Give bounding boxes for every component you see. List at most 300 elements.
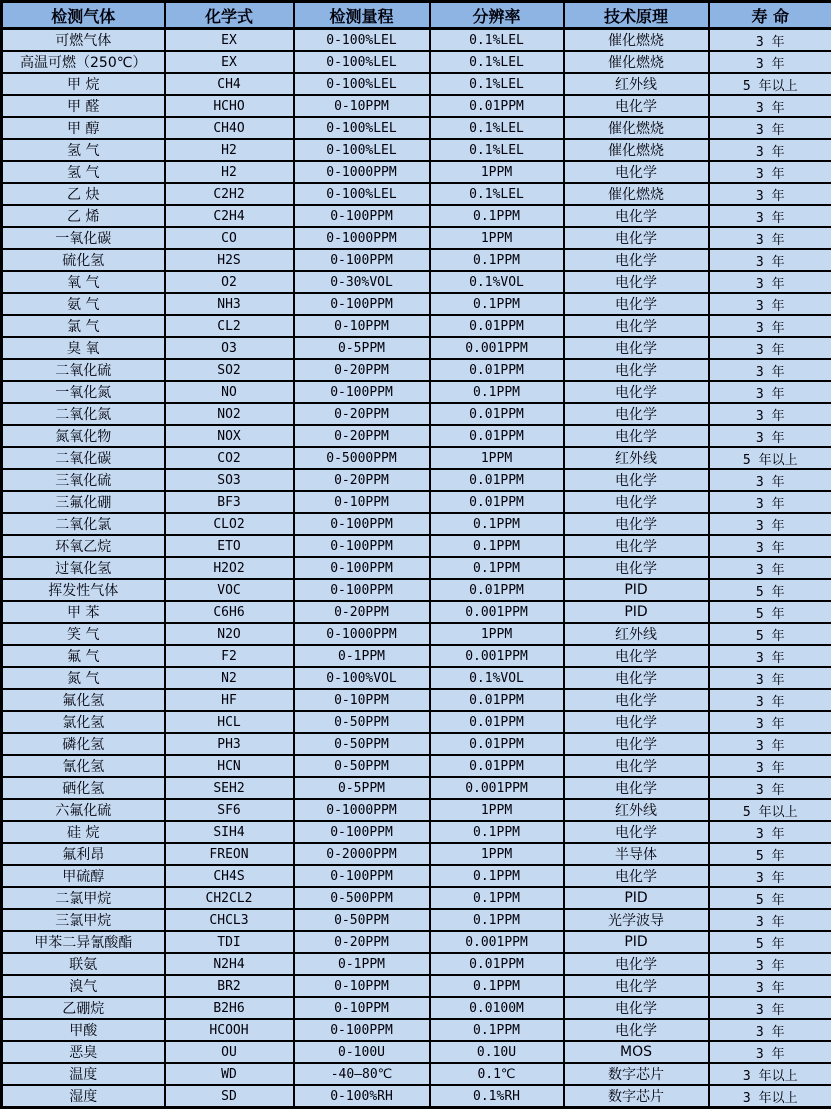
cell-resolution: 0.001PPM bbox=[430, 601, 564, 623]
table-row bbox=[2, 139, 831, 161]
cell-principle: PID bbox=[564, 887, 709, 909]
cell-range: 0-100PPM bbox=[294, 205, 430, 227]
cell-formula: OU bbox=[165, 1041, 294, 1063]
table-row bbox=[2, 117, 831, 139]
cell-range: 0-100U bbox=[294, 1041, 430, 1063]
cell-gas: 笑 气 bbox=[2, 623, 165, 645]
cell-formula: WD bbox=[165, 1063, 294, 1085]
cell-range: 0-100PPM bbox=[294, 579, 430, 601]
cell-gas: 二氧化氯 bbox=[2, 513, 165, 535]
cell-gas: 甲 醛 bbox=[2, 95, 165, 117]
cell-gas: 氨 气 bbox=[2, 293, 165, 315]
cell-gas: 二氧化碳 bbox=[2, 447, 165, 469]
cell-gas: 二氧化硫 bbox=[2, 359, 165, 381]
cell-resolution: 0.1PPM bbox=[430, 909, 564, 931]
table-row bbox=[2, 975, 831, 997]
cell-range: 0-20PPM bbox=[294, 403, 430, 425]
cell-principle: 电化学 bbox=[564, 645, 709, 667]
cell-formula: VOC bbox=[165, 579, 294, 601]
cell-resolution: 0.01PPM bbox=[430, 425, 564, 447]
table-row bbox=[2, 205, 831, 227]
cell-formula: CL2 bbox=[165, 315, 294, 337]
cell-formula: CH4S bbox=[165, 865, 294, 887]
cell-lifespan: 3 年 bbox=[709, 249, 831, 271]
cell-gas: 硅 烷 bbox=[2, 821, 165, 843]
cell-resolution: 1PPM bbox=[430, 799, 564, 821]
cell-principle: 电化学 bbox=[564, 227, 709, 249]
cell-lifespan: 5 年以上 bbox=[709, 799, 831, 821]
cell-lifespan: 3 年 bbox=[709, 205, 831, 227]
cell-formula: CO2 bbox=[165, 447, 294, 469]
cell-resolution: 0.001PPM bbox=[430, 777, 564, 799]
cell-formula: HCHO bbox=[165, 95, 294, 117]
cell-range: 0-10PPM bbox=[294, 997, 430, 1019]
cell-range: 0-5PPM bbox=[294, 337, 430, 359]
table-row bbox=[2, 623, 831, 645]
table-row bbox=[2, 601, 831, 623]
cell-resolution: 0.1PPM bbox=[430, 381, 564, 403]
cell-lifespan: 3 年 bbox=[709, 183, 831, 205]
cell-resolution: 0.1PPM bbox=[430, 513, 564, 535]
table-row bbox=[2, 469, 831, 491]
cell-lifespan: 5 年 bbox=[709, 887, 831, 909]
table-row bbox=[2, 1085, 831, 1108]
cell-resolution: 0.01PPM bbox=[430, 315, 564, 337]
cell-formula: FREON bbox=[165, 843, 294, 865]
cell-range: -40—80℃ bbox=[294, 1063, 430, 1085]
cell-resolution: 1PPM bbox=[430, 447, 564, 469]
cell-principle: 电化学 bbox=[564, 271, 709, 293]
cell-resolution: 0.1PPM bbox=[430, 293, 564, 315]
cell-lifespan: 3 年 bbox=[709, 381, 831, 403]
cell-lifespan: 3 年 bbox=[709, 975, 831, 997]
column-header-principle: 技术原理 bbox=[564, 2, 709, 29]
cell-range: 0-1PPM bbox=[294, 645, 430, 667]
cell-principle: 催化燃烧 bbox=[564, 29, 709, 52]
cell-formula: C2H4 bbox=[165, 205, 294, 227]
cell-gas: 联氨 bbox=[2, 953, 165, 975]
table-row bbox=[2, 403, 831, 425]
cell-principle: 红外线 bbox=[564, 73, 709, 95]
cell-range: 0-20PPM bbox=[294, 425, 430, 447]
column-header-resolution: 分辨率 bbox=[430, 2, 564, 29]
cell-formula: H2 bbox=[165, 161, 294, 183]
cell-range: 0-5000PPM bbox=[294, 447, 430, 469]
cell-lifespan: 3 年 bbox=[709, 777, 831, 799]
cell-gas: 可燃气体 bbox=[2, 29, 165, 52]
table-row bbox=[2, 865, 831, 887]
cell-lifespan: 3 年 bbox=[709, 469, 831, 491]
cell-lifespan: 3 年 bbox=[709, 535, 831, 557]
cell-gas: 过氧化氢 bbox=[2, 557, 165, 579]
cell-principle: 红外线 bbox=[564, 799, 709, 821]
table-row bbox=[2, 337, 831, 359]
cell-lifespan: 3 年 bbox=[709, 139, 831, 161]
cell-range: 0-100PPM bbox=[294, 513, 430, 535]
cell-principle: 电化学 bbox=[564, 689, 709, 711]
cell-formula: O2 bbox=[165, 271, 294, 293]
cell-lifespan: 3 年 bbox=[709, 1019, 831, 1041]
cell-lifespan: 3 年 bbox=[709, 51, 831, 73]
cell-formula: B2H6 bbox=[165, 997, 294, 1019]
cell-range: 0-30%VOL bbox=[294, 271, 430, 293]
cell-resolution: 0.1%LEL bbox=[430, 117, 564, 139]
cell-resolution: 0.01PPM bbox=[430, 755, 564, 777]
cell-lifespan: 3 年 bbox=[709, 117, 831, 139]
cell-principle: 半导体 bbox=[564, 843, 709, 865]
cell-range: 0-50PPM bbox=[294, 909, 430, 931]
cell-lifespan: 3 年以上 bbox=[709, 1063, 831, 1085]
cell-resolution: 0.1PPM bbox=[430, 535, 564, 557]
cell-principle: 电化学 bbox=[564, 865, 709, 887]
cell-range: 0-1PPM bbox=[294, 953, 430, 975]
cell-lifespan: 3 年 bbox=[709, 865, 831, 887]
cell-principle: 数字芯片 bbox=[564, 1063, 709, 1085]
cell-resolution: 1PPM bbox=[430, 843, 564, 865]
cell-principle: 电化学 bbox=[564, 95, 709, 117]
cell-principle: 电化学 bbox=[564, 403, 709, 425]
table-row bbox=[2, 227, 831, 249]
cell-lifespan: 3 年 bbox=[709, 909, 831, 931]
cell-principle: 电化学 bbox=[564, 733, 709, 755]
cell-formula: H2 bbox=[165, 139, 294, 161]
cell-range: 0-50PPM bbox=[294, 733, 430, 755]
cell-principle: 电化学 bbox=[564, 469, 709, 491]
cell-principle: 电化学 bbox=[564, 821, 709, 843]
cell-formula: HCOOH bbox=[165, 1019, 294, 1041]
cell-lifespan: 5 年以上 bbox=[709, 73, 831, 95]
cell-formula: EX bbox=[165, 51, 294, 73]
cell-formula: TDI bbox=[165, 931, 294, 953]
cell-range: 0-20PPM bbox=[294, 469, 430, 491]
cell-lifespan: 3 年 bbox=[709, 557, 831, 579]
cell-formula: ETO bbox=[165, 535, 294, 557]
cell-range: 0-100PPM bbox=[294, 293, 430, 315]
cell-formula: N2 bbox=[165, 667, 294, 689]
cell-gas: 氮 气 bbox=[2, 667, 165, 689]
cell-lifespan: 3 年 bbox=[709, 733, 831, 755]
cell-range: 0-1000PPM bbox=[294, 623, 430, 645]
cell-formula: EX bbox=[165, 29, 294, 52]
table-row bbox=[2, 579, 831, 601]
cell-resolution: 0.01PPM bbox=[430, 491, 564, 513]
cell-formula: HF bbox=[165, 689, 294, 711]
cell-resolution: 0.1%LEL bbox=[430, 139, 564, 161]
cell-range: 0-100PPM bbox=[294, 1019, 430, 1041]
cell-formula: NOX bbox=[165, 425, 294, 447]
table-row bbox=[2, 909, 831, 931]
table-row bbox=[2, 535, 831, 557]
cell-gas: 氯化氢 bbox=[2, 711, 165, 733]
cell-resolution: 0.01PPM bbox=[430, 95, 564, 117]
cell-gas: 三氧化硫 bbox=[2, 469, 165, 491]
cell-gas: 高温可燃（250℃） bbox=[2, 51, 165, 73]
table-row bbox=[2, 755, 831, 777]
cell-range: 0-100PPM bbox=[294, 249, 430, 271]
cell-gas: 湿度 bbox=[2, 1085, 165, 1108]
cell-lifespan: 5 年 bbox=[709, 843, 831, 865]
cell-principle: 电化学 bbox=[564, 249, 709, 271]
table-row bbox=[2, 491, 831, 513]
header-row bbox=[2, 2, 831, 29]
cell-formula: N2O bbox=[165, 623, 294, 645]
cell-range: 0-2000PPM bbox=[294, 843, 430, 865]
cell-resolution: 0.01PPM bbox=[430, 733, 564, 755]
table-row bbox=[2, 843, 831, 865]
cell-formula: SIH4 bbox=[165, 821, 294, 843]
cell-resolution: 0.1%LEL bbox=[430, 73, 564, 95]
cell-gas: 二氯甲烷 bbox=[2, 887, 165, 909]
column-header-formula: 化学式 bbox=[165, 2, 294, 29]
cell-resolution: 0.1PPM bbox=[430, 887, 564, 909]
cell-resolution: 0.1℃ bbox=[430, 1063, 564, 1085]
table-row bbox=[2, 51, 831, 73]
cell-gas: 甲 烷 bbox=[2, 73, 165, 95]
cell-formula: BR2 bbox=[165, 975, 294, 997]
cell-gas: 环氧乙烷 bbox=[2, 535, 165, 557]
cell-resolution: 0.01PPM bbox=[430, 953, 564, 975]
cell-gas: 氧 气 bbox=[2, 271, 165, 293]
cell-gas: 三氯甲烷 bbox=[2, 909, 165, 931]
cell-gas: 乙 炔 bbox=[2, 183, 165, 205]
cell-range: 0-100%LEL bbox=[294, 73, 430, 95]
cell-formula: H2O2 bbox=[165, 557, 294, 579]
cell-lifespan: 3 年以上 bbox=[709, 1085, 831, 1108]
cell-principle: 电化学 bbox=[564, 667, 709, 689]
table-row bbox=[2, 953, 831, 975]
table-row bbox=[2, 249, 831, 271]
cell-formula: H2S bbox=[165, 249, 294, 271]
cell-gas: 一氧化碳 bbox=[2, 227, 165, 249]
table-row bbox=[2, 667, 831, 689]
table-row bbox=[2, 73, 831, 95]
cell-lifespan: 3 年 bbox=[709, 425, 831, 447]
cell-formula: SEH2 bbox=[165, 777, 294, 799]
cell-principle: PID bbox=[564, 601, 709, 623]
cell-principle: 电化学 bbox=[564, 337, 709, 359]
cell-gas: 甲 醇 bbox=[2, 117, 165, 139]
cell-range: 0-10PPM bbox=[294, 975, 430, 997]
cell-resolution: 0.1%RH bbox=[430, 1085, 564, 1108]
table-row bbox=[2, 161, 831, 183]
table-row bbox=[2, 689, 831, 711]
table-row bbox=[2, 1041, 831, 1063]
cell-principle: 电化学 bbox=[564, 711, 709, 733]
table-row bbox=[2, 1019, 831, 1041]
cell-range: 0-100%LEL bbox=[294, 29, 430, 52]
column-header-range: 检测量程 bbox=[294, 2, 430, 29]
table-row bbox=[2, 997, 831, 1019]
cell-formula: N2H4 bbox=[165, 953, 294, 975]
cell-resolution: 0.1PPM bbox=[430, 975, 564, 997]
cell-formula: SO2 bbox=[165, 359, 294, 381]
cell-resolution: 1PPM bbox=[430, 623, 564, 645]
table-body bbox=[2, 29, 831, 1108]
cell-gas: 恶臭 bbox=[2, 1041, 165, 1063]
table-header bbox=[2, 2, 831, 29]
cell-formula: CH4O bbox=[165, 117, 294, 139]
cell-gas: 硫化氢 bbox=[2, 249, 165, 271]
cell-principle: 光学波导 bbox=[564, 909, 709, 931]
cell-resolution: 1PPM bbox=[430, 161, 564, 183]
cell-lifespan: 5 年 bbox=[709, 601, 831, 623]
cell-resolution: 0.1%VOL bbox=[430, 667, 564, 689]
cell-range: 0-100%LEL bbox=[294, 117, 430, 139]
cell-principle: PID bbox=[564, 579, 709, 601]
cell-formula: C6H6 bbox=[165, 601, 294, 623]
table-row bbox=[2, 271, 831, 293]
cell-formula: CO bbox=[165, 227, 294, 249]
cell-principle: 红外线 bbox=[564, 623, 709, 645]
cell-resolution: 0.01PPM bbox=[430, 359, 564, 381]
cell-resolution: 0.001PPM bbox=[430, 645, 564, 667]
cell-lifespan: 3 年 bbox=[709, 359, 831, 381]
cell-range: 0-100PPM bbox=[294, 557, 430, 579]
cell-formula: HCL bbox=[165, 711, 294, 733]
cell-range: 0-100PPM bbox=[294, 535, 430, 557]
table-row bbox=[2, 733, 831, 755]
cell-principle: 电化学 bbox=[564, 491, 709, 513]
cell-lifespan: 3 年 bbox=[709, 755, 831, 777]
cell-range: 0-20PPM bbox=[294, 601, 430, 623]
cell-principle: 电化学 bbox=[564, 205, 709, 227]
cell-lifespan: 3 年 bbox=[709, 821, 831, 843]
cell-resolution: 0.1PPM bbox=[430, 1019, 564, 1041]
cell-range: 0-10PPM bbox=[294, 689, 430, 711]
cell-gas: 溴气 bbox=[2, 975, 165, 997]
cell-gas: 氮氧化物 bbox=[2, 425, 165, 447]
table-row bbox=[2, 95, 831, 117]
cell-range: 0-100PPM bbox=[294, 381, 430, 403]
table-row bbox=[2, 513, 831, 535]
cell-principle: 电化学 bbox=[564, 1019, 709, 1041]
cell-gas: 氢 气 bbox=[2, 161, 165, 183]
table-row bbox=[2, 557, 831, 579]
cell-resolution: 0.1PPM bbox=[430, 557, 564, 579]
cell-range: 0-20PPM bbox=[294, 931, 430, 953]
cell-range: 0-100%LEL bbox=[294, 139, 430, 161]
cell-principle: 红外线 bbox=[564, 447, 709, 469]
cell-resolution: 0.01PPM bbox=[430, 711, 564, 733]
cell-formula: CLO2 bbox=[165, 513, 294, 535]
table-row bbox=[2, 425, 831, 447]
cell-gas: 氟化氢 bbox=[2, 689, 165, 711]
cell-formula: F2 bbox=[165, 645, 294, 667]
cell-range: 0-100PPM bbox=[294, 865, 430, 887]
cell-gas: 氢 气 bbox=[2, 139, 165, 161]
cell-formula: CH4 bbox=[165, 73, 294, 95]
cell-principle: 电化学 bbox=[564, 293, 709, 315]
cell-resolution: 0.1PPM bbox=[430, 249, 564, 271]
cell-formula: NH3 bbox=[165, 293, 294, 315]
cell-formula: BF3 bbox=[165, 491, 294, 513]
cell-lifespan: 3 年 bbox=[709, 95, 831, 117]
cell-range: 0-1000PPM bbox=[294, 799, 430, 821]
cell-gas: 乙硼烷 bbox=[2, 997, 165, 1019]
cell-principle: 数字芯片 bbox=[564, 1085, 709, 1108]
cell-principle: 电化学 bbox=[564, 557, 709, 579]
cell-lifespan: 3 年 bbox=[709, 1041, 831, 1063]
cell-range: 0-10PPM bbox=[294, 491, 430, 513]
cell-principle: 电化学 bbox=[564, 535, 709, 557]
cell-lifespan: 3 年 bbox=[709, 711, 831, 733]
cell-lifespan: 3 年 bbox=[709, 29, 831, 52]
table-row bbox=[2, 931, 831, 953]
cell-resolution: 0.01PPM bbox=[430, 579, 564, 601]
cell-lifespan: 3 年 bbox=[709, 513, 831, 535]
cell-resolution: 0.1%LEL bbox=[430, 29, 564, 52]
cell-range: 0-5PPM bbox=[294, 777, 430, 799]
cell-gas: 氟 气 bbox=[2, 645, 165, 667]
cell-lifespan: 3 年 bbox=[709, 491, 831, 513]
cell-resolution: 0.01PPM bbox=[430, 689, 564, 711]
cell-gas: 氟利昂 bbox=[2, 843, 165, 865]
cell-gas: 臭 氧 bbox=[2, 337, 165, 359]
cell-lifespan: 3 年 bbox=[709, 315, 831, 337]
cell-range: 0-50PPM bbox=[294, 711, 430, 733]
cell-gas: 甲 苯 bbox=[2, 601, 165, 623]
cell-formula: CHCL3 bbox=[165, 909, 294, 931]
cell-resolution: 0.01PPM bbox=[430, 469, 564, 491]
cell-range: 0-100PPM bbox=[294, 821, 430, 843]
cell-range: 0-10PPM bbox=[294, 95, 430, 117]
table-row bbox=[2, 315, 831, 337]
cell-gas: 六氟化硫 bbox=[2, 799, 165, 821]
cell-resolution: 0.1%VOL bbox=[430, 271, 564, 293]
cell-lifespan: 5 年 bbox=[709, 579, 831, 601]
cell-gas: 氯 气 bbox=[2, 315, 165, 337]
cell-range: 0-100%LEL bbox=[294, 51, 430, 73]
cell-principle: PID bbox=[564, 931, 709, 953]
cell-gas: 甲硫醇 bbox=[2, 865, 165, 887]
cell-gas: 乙 烯 bbox=[2, 205, 165, 227]
cell-formula: CH2CL2 bbox=[165, 887, 294, 909]
cell-lifespan: 3 年 bbox=[709, 337, 831, 359]
cell-range: 0-20PPM bbox=[294, 359, 430, 381]
cell-principle: 电化学 bbox=[564, 777, 709, 799]
cell-range: 0-1000PPM bbox=[294, 227, 430, 249]
cell-formula: SF6 bbox=[165, 799, 294, 821]
cell-range: 0-100%RH bbox=[294, 1085, 430, 1108]
table-row bbox=[2, 183, 831, 205]
cell-resolution: 0.10U bbox=[430, 1041, 564, 1063]
cell-formula: PH3 bbox=[165, 733, 294, 755]
table-row bbox=[2, 799, 831, 821]
table-row bbox=[2, 711, 831, 733]
cell-range: 0-100%LEL bbox=[294, 183, 430, 205]
cell-principle: 电化学 bbox=[564, 513, 709, 535]
cell-principle: 催化燃烧 bbox=[564, 117, 709, 139]
cell-lifespan: 3 年 bbox=[709, 293, 831, 315]
cell-lifespan: 3 年 bbox=[709, 997, 831, 1019]
cell-gas: 二氧化氮 bbox=[2, 403, 165, 425]
table-row bbox=[2, 447, 831, 469]
cell-lifespan: 3 年 bbox=[709, 271, 831, 293]
cell-formula: O3 bbox=[165, 337, 294, 359]
cell-principle: 电化学 bbox=[564, 953, 709, 975]
cell-resolution: 0.01PPM bbox=[430, 403, 564, 425]
table-row bbox=[2, 29, 831, 52]
cell-principle: 电化学 bbox=[564, 997, 709, 1019]
cell-resolution: 0.1%LEL bbox=[430, 51, 564, 73]
cell-gas: 磷化氢 bbox=[2, 733, 165, 755]
cell-principle: 电化学 bbox=[564, 381, 709, 403]
table-row bbox=[2, 359, 831, 381]
table-row bbox=[2, 381, 831, 403]
cell-gas: 一氧化氮 bbox=[2, 381, 165, 403]
table-row bbox=[2, 887, 831, 909]
cell-lifespan: 5 年 bbox=[709, 931, 831, 953]
